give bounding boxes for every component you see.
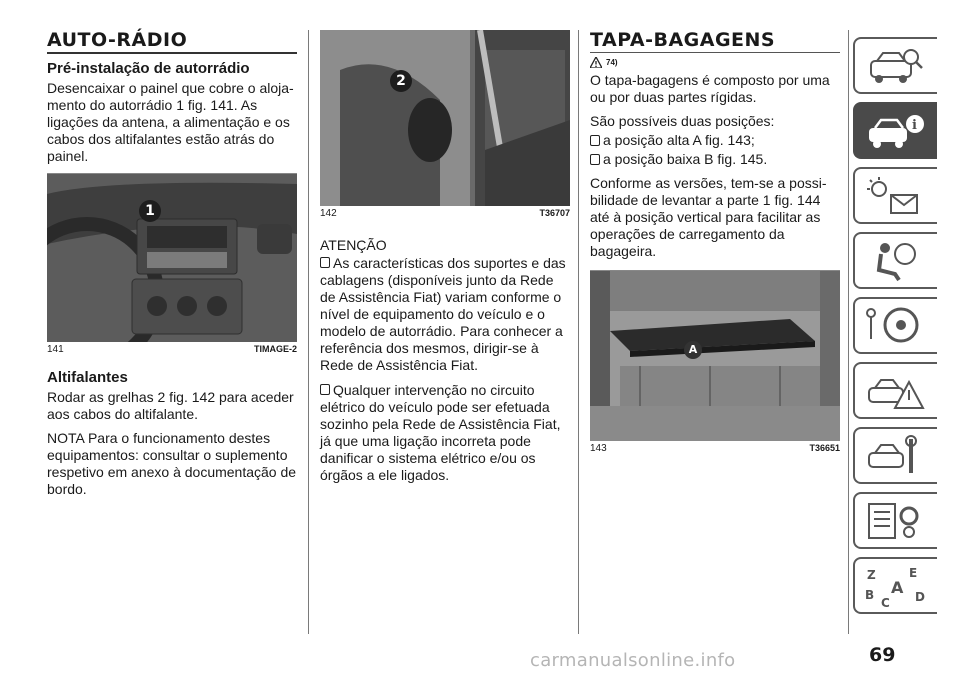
column-luggage-cover bbox=[590, 30, 840, 454]
luggage-cover-illustration bbox=[590, 271, 840, 441]
attention-note-2 bbox=[320, 381, 570, 484]
tab-safety[interactable] bbox=[853, 232, 937, 289]
list-item-text: a posição baixa B fig. 145. bbox=[603, 151, 768, 167]
svg-text:D: D bbox=[915, 590, 925, 604]
note-bullet-icon bbox=[320, 384, 330, 395]
section-title-auto-radio: AUTO-RÁDIO bbox=[47, 30, 297, 54]
column-divider-2 bbox=[578, 30, 579, 634]
attention-heading: ATENÇÃO bbox=[320, 237, 387, 253]
figure-143-caption bbox=[590, 441, 840, 454]
attention-note-2-text: Qualquer intervenção no circuito elétrico do veículo pode ser efetuada sozinho pela Rede de Assistência Fiat, já que uma ligação incorreta pode danificar o sistema elétrico e/ou os órgãos a ele ligados. bbox=[320, 382, 561, 483]
alphabet-index-icon bbox=[865, 565, 925, 607]
list-item-text: a posição alta A fig. 143; bbox=[603, 132, 755, 148]
tab-warning-lights[interactable] bbox=[853, 167, 937, 224]
note-bullet-icon bbox=[590, 135, 600, 146]
column-divider-1 bbox=[308, 30, 309, 634]
svg-text:E: E bbox=[909, 566, 918, 580]
figure-141-code: TIMAGE-2 bbox=[253, 344, 297, 354]
figure-143-code: T36651 bbox=[809, 443, 840, 453]
dashboard-radio-illustration bbox=[47, 174, 297, 342]
watermark: carmanualsonline.info bbox=[530, 650, 736, 671]
svg-text:C: C bbox=[881, 596, 890, 607]
figure-141-marker: 1 bbox=[139, 200, 161, 222]
figure-141-image bbox=[47, 173, 297, 342]
paragraph-positions: São possíveis duas posições: bbox=[590, 113, 775, 129]
warning-triangle-icon bbox=[590, 57, 602, 68]
chapter-tabs bbox=[853, 37, 943, 622]
door-speaker-illustration bbox=[320, 30, 570, 206]
figure-143-number: 143 bbox=[590, 443, 607, 454]
note-bullet-icon bbox=[590, 154, 600, 165]
tab-technical-data[interactable] bbox=[853, 492, 937, 549]
warning-reference bbox=[590, 57, 840, 68]
warning-reference-number: 74) bbox=[606, 58, 618, 67]
tab-index[interactable] bbox=[853, 557, 937, 614]
page-number: 69 bbox=[869, 644, 896, 666]
figure-142-image bbox=[320, 30, 570, 206]
column-notes bbox=[320, 30, 570, 491]
list-item bbox=[590, 132, 840, 149]
checklist-gear-icon bbox=[865, 500, 925, 542]
subheading-pre-installation: Pré-instalação de autorrádio bbox=[47, 60, 250, 77]
svg-text:A: A bbox=[891, 578, 904, 597]
figure-142-code: T36707 bbox=[539, 208, 570, 218]
svg-text:B: B bbox=[865, 588, 875, 602]
column-auto-radio bbox=[47, 30, 297, 505]
attention-note-1 bbox=[320, 254, 570, 374]
paragraph-note: NOTA Para o funcionamento destes equipamentos: consultar o suplemento respetivo em anexo à documentação de bordo. bbox=[47, 430, 297, 497]
steering-key-icon bbox=[865, 305, 925, 347]
subheading-speakers: Altifalantes bbox=[47, 369, 128, 386]
paragraph-luggage-intro: O tapa-bagagens é composto por uma ou por duas partes rígidas. bbox=[590, 72, 830, 105]
tab-knowing-dashboard[interactable] bbox=[853, 102, 937, 159]
list-item bbox=[590, 151, 840, 168]
figure-143-image bbox=[590, 270, 840, 441]
warning-lights-icon bbox=[865, 175, 925, 217]
tab-emergency[interactable] bbox=[853, 362, 937, 419]
attention-note-1-text: As características dos suportes e das cablagens (disponíveis junto da Rede de Assistência Fiat) variam conforme o nível de equipamento do veículo e o modelo de autorrádio. Para conhecer a referência dos mesmos, dirigir-se à Rede de Assistência Fiat. bbox=[320, 255, 566, 373]
note-bullet-icon bbox=[320, 257, 330, 268]
figure-142-caption bbox=[320, 206, 570, 219]
paragraph-lift-part: Conforme as versões, tem-se a possi-bilidade de levantar a parte 1 fig. 144 até à posição vertical para facilitar as operações de carregamento da bagageira. bbox=[590, 175, 827, 259]
figure-141 bbox=[47, 173, 297, 355]
airbag-seat-icon bbox=[865, 240, 925, 282]
tab-knowing-vehicle[interactable] bbox=[853, 37, 937, 94]
car-search-icon bbox=[865, 45, 925, 87]
figure-143 bbox=[590, 270, 840, 454]
tab-starting-driving[interactable] bbox=[853, 297, 937, 354]
figure-142-marker: 2 bbox=[390, 70, 412, 92]
figure-143-marker: A bbox=[684, 341, 702, 359]
svg-text:i: i bbox=[912, 118, 917, 133]
paragraph-speakers: Rodar as grelhas 2 fig. 142 para aceder aos cabos do altifalante. bbox=[47, 389, 294, 422]
car-info-icon bbox=[865, 110, 925, 152]
svg-text:Z: Z bbox=[867, 568, 876, 582]
car-tools-icon bbox=[865, 435, 925, 477]
column-divider-3 bbox=[848, 30, 849, 634]
figure-141-caption bbox=[47, 342, 297, 355]
section-title-luggage-cover: TAPA-BAGAGENS bbox=[590, 30, 840, 53]
car-warning-icon bbox=[865, 370, 925, 412]
tab-maintenance[interactable] bbox=[853, 427, 937, 484]
paragraph-pre-installation: Desencaixar o painel que cobre o aloja-mento do autorrádio 1 fig. 141. As ligações da antena, a alimentação e os cabos dos altifalantes estão atrás do painel. bbox=[47, 80, 294, 164]
figure-142-number: 142 bbox=[320, 208, 337, 219]
figure-142 bbox=[320, 30, 570, 219]
figure-141-number: 141 bbox=[47, 344, 64, 355]
